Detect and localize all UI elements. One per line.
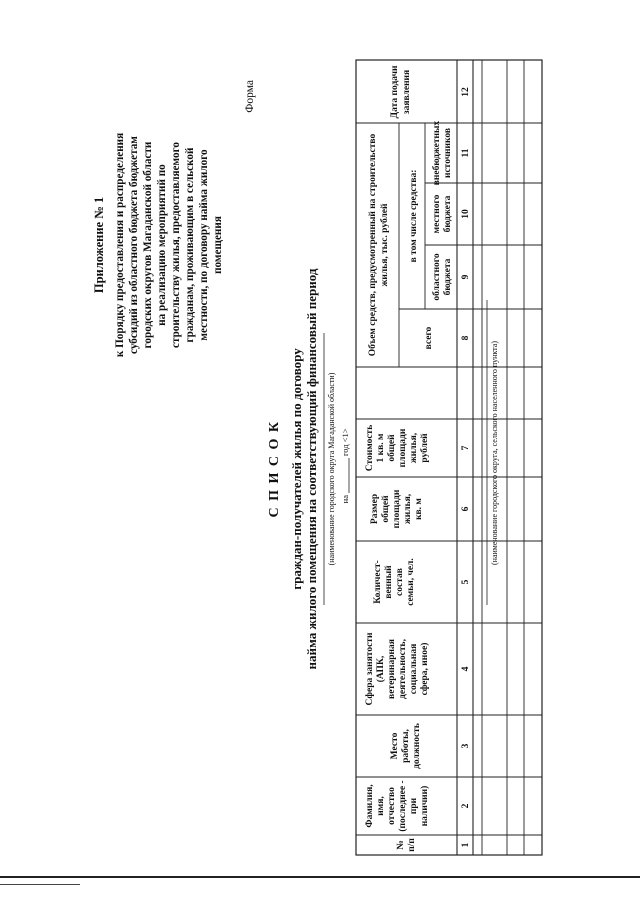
header-local: бюджета (443, 195, 453, 233)
header-including: в том числе средства: (409, 169, 419, 263)
column-number: 2 (461, 803, 471, 809)
list-subtitle-1: граждан-получателей жилья по договору (289, 348, 304, 590)
year-prefix: на (340, 495, 350, 504)
column-number: 3 (461, 743, 471, 749)
header-num: п/п (407, 838, 417, 852)
header-regional: областного (432, 253, 442, 301)
column-number: 7 (461, 445, 471, 451)
header-family: Количест- (373, 560, 383, 604)
header-fio: имя, (376, 796, 386, 816)
header-family: венный (384, 565, 394, 599)
header-date: Дата подачи (390, 65, 400, 119)
column-number: 8 (461, 335, 471, 341)
appendix-line: строительству жилья, предоставляемого (170, 141, 182, 349)
appendix-line: на реализацию мероприятий по (156, 164, 168, 326)
header-sphere: ветеринарная (387, 639, 397, 699)
header-cost: рублей (420, 433, 430, 463)
header-fio: при (409, 797, 419, 815)
form-label: Форма (244, 80, 256, 113)
locality-caption: (наименование городского округа, сельского населенного пункта) (490, 341, 499, 565)
header-volume: Объем средств, предусмотренный на строительство (368, 133, 378, 357)
year-suffix: год <1> (340, 428, 350, 456)
list-subtitle-2: найма жилого помещения на соответствующий финансовый период (304, 268, 319, 670)
header-family: состав (395, 568, 405, 596)
header-area: общей (381, 495, 391, 523)
header-fio: Фамилия, (365, 784, 375, 828)
header-total: всего (424, 326, 434, 350)
header-workplace: Место (390, 732, 400, 760)
header-extra: внебюджетных (432, 120, 442, 186)
scan-edge-line (0, 884, 80, 885)
appendix-block (92, 80, 256, 357)
header-cost: общей (387, 434, 397, 462)
header-sphere: сфера, иное) (420, 642, 430, 696)
header-cost: жилья, (409, 432, 419, 464)
header-num: № (396, 840, 406, 850)
header-sphere: социальная (409, 643, 419, 695)
header-cost: Стоимость (365, 424, 375, 472)
header-area: кв. м (414, 498, 424, 520)
column-numbers-row (461, 87, 471, 847)
header-area: Размер (370, 493, 380, 525)
header-area: жилья, (403, 493, 413, 525)
appendix-line: гражданам, проживающим в сельской (184, 147, 196, 343)
header-workplace: работы, (401, 729, 411, 763)
header-regional: бюджета (443, 258, 453, 296)
list-title: С П И С О К (267, 420, 282, 518)
header-cost: 1 кв. м (376, 433, 386, 463)
header-extra: источников (443, 127, 453, 179)
header-cost: площади (398, 428, 408, 468)
header-local: местного (432, 194, 442, 234)
header-volume: жилья, тыс. рублей (380, 203, 390, 287)
header-sphere: (АПК, (376, 655, 386, 683)
header-area: площади (392, 489, 402, 529)
municipality-caption: (наименование городского округа Магаданской области) (327, 372, 336, 566)
column-number: 5 (461, 579, 471, 585)
header-sphere: Сфера занятости (365, 632, 375, 706)
column-number: 9 (461, 274, 471, 280)
column-number: 10 (461, 209, 471, 219)
table-header (364, 65, 453, 852)
header-fio: отчество (387, 787, 397, 825)
column-number: 12 (461, 87, 471, 97)
header-date: заявления (402, 69, 412, 115)
column-number: 4 (461, 666, 471, 672)
appendix-title: Приложение № 1 (92, 196, 106, 294)
appendix-line: помещения (212, 216, 224, 274)
title-block (267, 268, 350, 669)
column-number: 11 (461, 148, 471, 158)
header-family: семьи, чел. (406, 558, 416, 606)
column-number: 6 (461, 506, 471, 512)
header-fio: наличии) (420, 785, 430, 827)
appendix-line: местности, по договору найма жилого (198, 149, 210, 341)
column-number: 1 (461, 842, 471, 848)
header-fio: (последнее - (398, 780, 408, 832)
appendix-line: субсидий из областного бюджета бюджетам (128, 136, 140, 354)
header-workplace: должность (412, 723, 422, 769)
header-sphere: деятельность, (398, 639, 408, 699)
appendix-line: к Порядку предоставления и распределения (114, 132, 126, 358)
scan-edge-line (0, 876, 640, 878)
appendix-line: городских округов Магаданской области (142, 141, 154, 349)
locality-row (487, 300, 499, 605)
